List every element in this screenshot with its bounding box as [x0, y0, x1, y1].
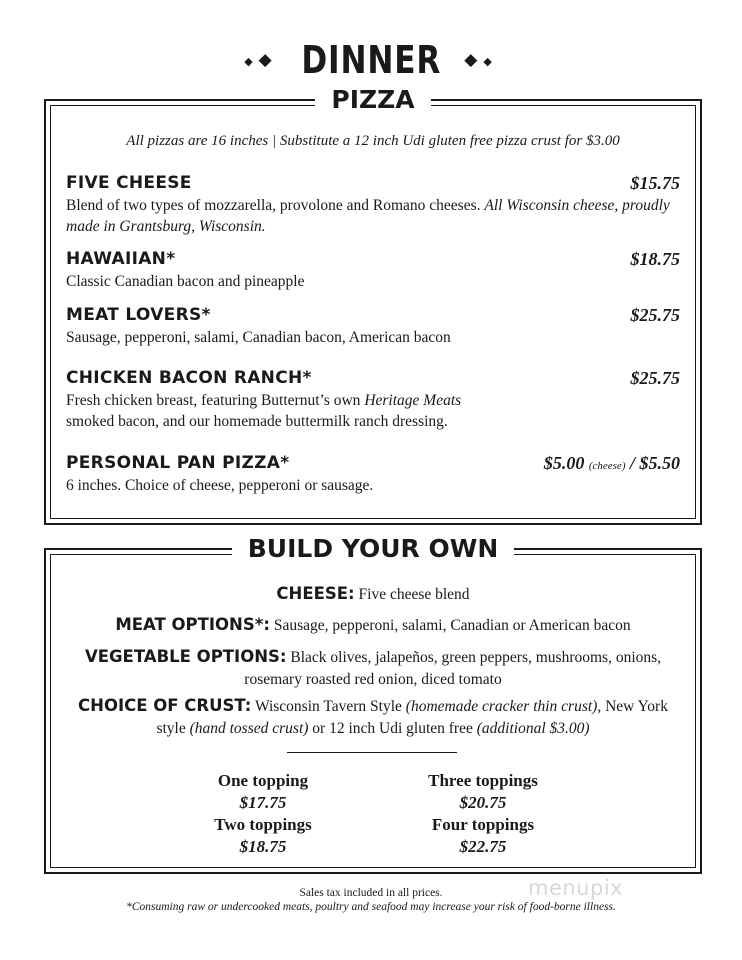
item-price: $25.75: [630, 305, 680, 325]
price-one-topping: One topping $17.75: [217, 771, 309, 812]
build-heading: BUILD YOUR OWN: [232, 534, 515, 563]
menu-item-meat-lovers: [66, 305, 680, 348]
food-warning: *Consuming raw or undercooked meats, poultry and seafood may increase your risk of food-borne illness.: [126, 901, 616, 913]
menu-item-chicken-bacon-ranch: [66, 368, 680, 432]
cheese-option: CHEESE: Five cheese blend: [276, 584, 470, 603]
item-description: 6 inches. Choice of cheese, pepperoni or sausage.: [66, 477, 374, 494]
price-four-toppings: Four toppings $22.75: [431, 815, 535, 856]
item-name: CHICKEN BACON RANCH*: [66, 368, 312, 388]
menu-item-five-cheese: [66, 173, 680, 237]
item-name: PERSONAL PAN PIZZA*: [66, 453, 290, 473]
item-name: MEAT LOVERS*: [66, 305, 211, 325]
item-price: $18.75: [630, 249, 680, 269]
item-price: $15.75: [630, 173, 680, 193]
item-price: $5.00 (cheese) / $5.50: [543, 453, 680, 473]
price-two-toppings: Two toppings $18.75: [214, 815, 312, 856]
item-name: FIVE CHEESE: [66, 173, 192, 193]
vegetable-options: VEGETABLE OPTIONS: Black olives, jalapeños, green peppers, mushrooms, onions, rosemary roasted red onion, diced tomato: [84, 647, 662, 688]
pizza-note: All pizzas are 16 inches | Substitute a 12 inch Udi gluten free pizza crust for $3.00: [126, 133, 620, 149]
page-title: DINNER: [301, 38, 441, 82]
page-header: [0, 38, 742, 82]
item-description: Fresh chicken breast, featuring Butternut’s own Heritage Meats smoked bacon, and our homemade buttermilk ranch dressing.: [66, 392, 462, 430]
item-description: Sausage, pepperoni, salami, Canadian bacon, American bacon: [66, 329, 451, 346]
menu-item-hawaiian: [66, 249, 680, 292]
item-name: HAWAIIAN*: [66, 249, 176, 269]
diamond-ornament-left-icon: ◆◆: [244, 50, 278, 69]
meat-options: MEAT OPTIONS*: Sausage, pepperoni, salami, Canadian or American bacon: [115, 615, 631, 634]
price-three-toppings: Three toppings $20.75: [428, 771, 538, 812]
menu-item-personal-pan-pizza: [66, 453, 680, 496]
watermark-logo: menupix: [528, 876, 624, 900]
tax-note: Sales tax included in all prices.: [299, 887, 443, 899]
diamond-ornament-right-icon: ◆◆: [464, 50, 498, 69]
footer: [0, 886, 742, 914]
divider: [287, 752, 457, 753]
crust-options: CHOICE OF CRUST: Wisconsin Tavern Style (homemade cracker thin crust), New York style (hand tossed crust) or 12 inch Udi gluten free (additional $3.00): [78, 696, 668, 737]
pizza-section: [44, 85, 702, 525]
item-description: Classic Canadian bacon and pineapple: [66, 273, 305, 290]
item-description: Blend of two types of mozzarella, provolone and Romano cheeses. All Wisconsin cheese, proudly made in Grantsburg, Wisconsin.: [66, 197, 670, 235]
pizza-heading: PIZZA: [315, 85, 430, 114]
item-price: $25.75: [630, 368, 680, 388]
build-your-own-section: [44, 534, 702, 874]
